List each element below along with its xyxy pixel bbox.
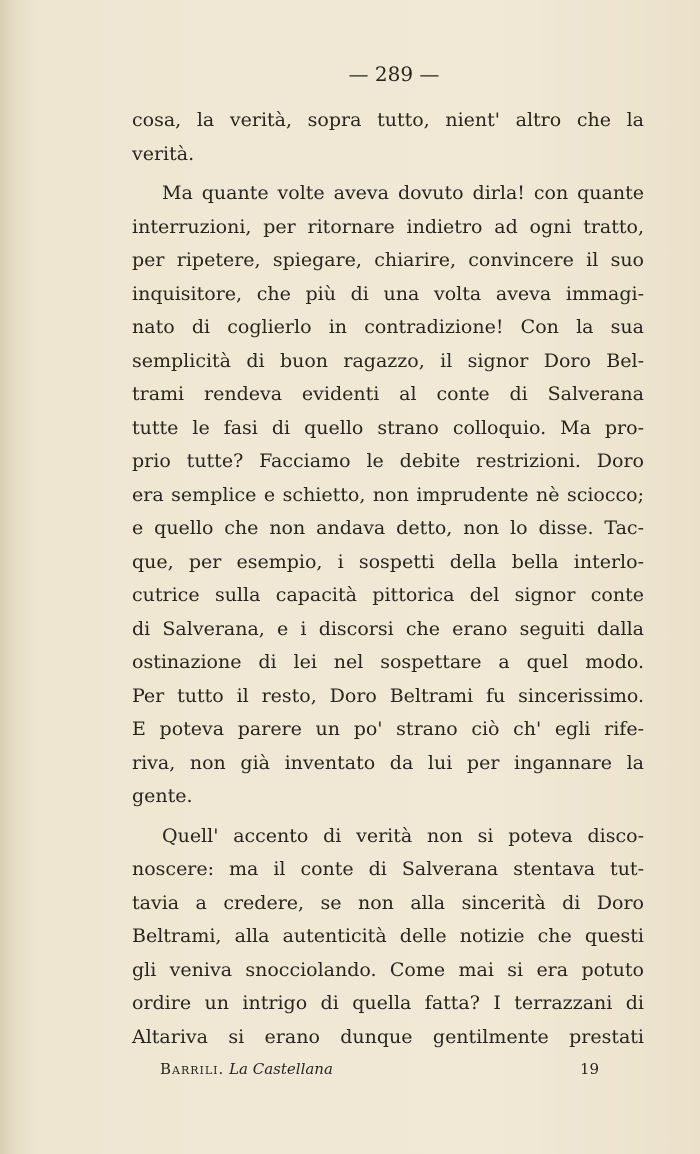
text-line: Beltrami, alla autenticità delle notizie che questi — [132, 925, 644, 947]
body-text — [132, 104, 644, 1054]
text-line: di Salverana, e i discorsi che erano seguiti dalla — [132, 617, 644, 640]
text-line: nato di coglierlo in contradizione! Con la sua — [132, 316, 644, 338]
text-line: Quell' accento di verità non si poteva disco- — [162, 824, 644, 847]
text-line: E poteva parere un po' strano ciò ch' egli rife- — [132, 718, 644, 740]
footer-book-title: La Castellana — [229, 1060, 333, 1078]
text-line: Per tutto il resto, Doro Beltrami fu sincerissimo. — [132, 684, 644, 707]
text-line: era semplice e schietto, non imprudente nè sciocco; — [132, 483, 644, 506]
text-line: ostinazione di lei nel sospettare a quel modo. — [132, 651, 644, 673]
text-line: semplicità di buon ragazzo, il signor Doro Bel- — [132, 349, 644, 372]
text-line: noscere: ma il conte di Salverana stentava tut- — [132, 858, 644, 880]
text-line: prio tutte? Facciamo le debite restrizioni. Doro — [132, 450, 644, 472]
text-line: cosa, la verità, sopra tutto, nient' altro che la — [132, 109, 644, 131]
text-line: que, per esempio, i sospetti della bella interlo- — [132, 550, 644, 573]
text-line: cutrice sulla capacità pittorica del signor conte — [132, 584, 644, 606]
text-line: tavia a credere, se non alla sincerità di Doro — [132, 891, 644, 914]
text-line: gente. — [132, 785, 193, 807]
paragraph — [132, 177, 644, 814]
page-number: — 289 — — [348, 62, 440, 86]
paragraph — [132, 104, 644, 171]
text-line: Altariva si erano dunque gentilmente prestati — [132, 1025, 644, 1048]
text-line: gli veniva snocciolando. Come mai si era potuto — [132, 958, 644, 981]
text-line: interruzioni, per ritornare indietro ad ogni tratto, — [132, 215, 644, 238]
footer-author: Barrili. — [160, 1060, 225, 1078]
text-line: Ma quante volte aveva dovuto dirla! con quante — [162, 182, 644, 204]
text-line: trami rendeva evidenti al conte di Salverana — [132, 383, 644, 405]
text-line: per ripetere, spiegare, chiarire, convincere il suo — [132, 249, 644, 271]
text-line: tutte le fasi di quello strano colloquio. Ma pro- — [132, 416, 644, 439]
running-footer — [160, 1060, 333, 1078]
text-line: riva, non già inventato da lui per ingannare la — [132, 751, 644, 774]
text-line: e quello che non andava detto, non lo disse. Tac- — [132, 517, 644, 539]
signature-mark: 19 — [580, 1060, 600, 1078]
text-line: inquisitore, che più di una volta aveva immagi- — [132, 282, 644, 305]
text-line: ordire un intrigo di quella fatta? I terrazzani di — [132, 992, 644, 1014]
paragraph — [132, 820, 644, 1055]
text-line: verità. — [132, 142, 195, 165]
